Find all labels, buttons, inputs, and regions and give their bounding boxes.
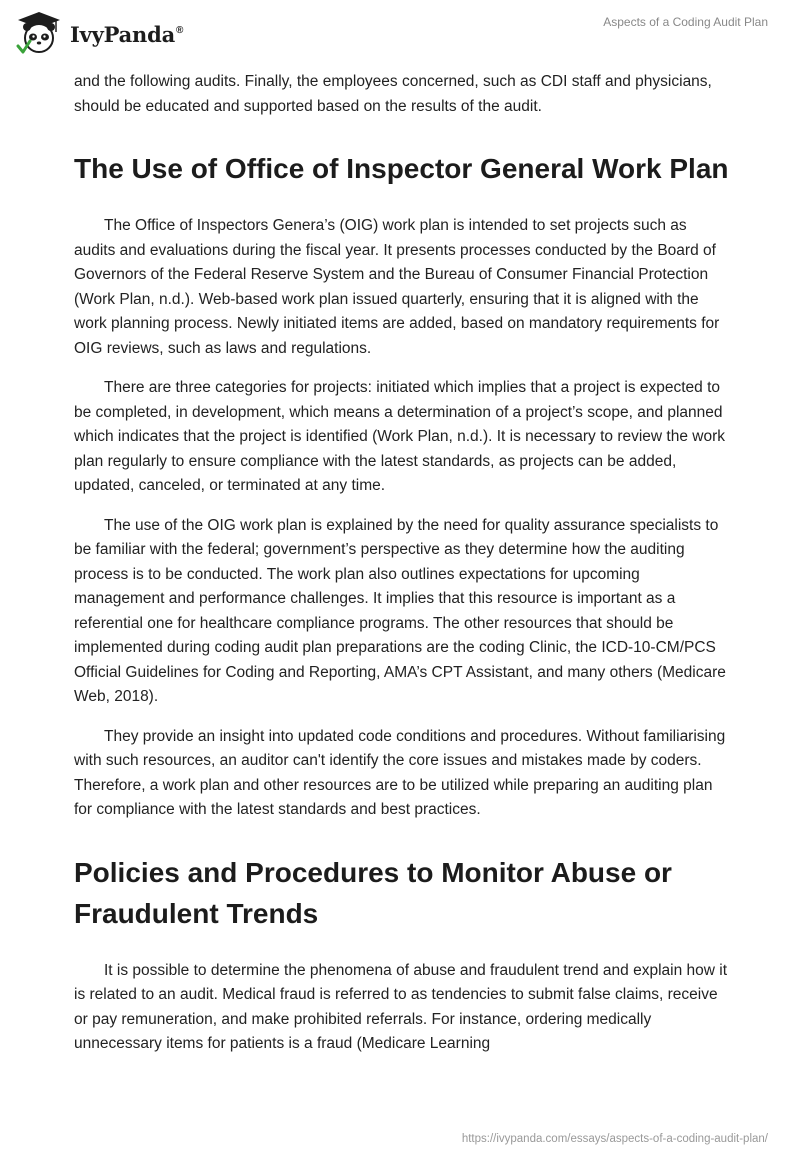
- section-heading-policies-procedures: Policies and Procedures to Monitor Abuse or Fraudulent Trends: [74, 856, 672, 929]
- panda-logo-icon: [14, 10, 64, 58]
- page-header: [0, 0, 800, 70]
- document-title: Aspects of a Coding Audit Plan: [603, 15, 768, 29]
- paragraph: They provide an insight into updated code conditions and procedures. Without familiarising with such resources, an auditor can't identify the core issues and mistakes made by coders. Therefore, a work plan and other resources are to be utilized while preparing an auditing plan for compliance with the latest standards and best practices.: [74, 727, 726, 818]
- brand-name: IvyPanda®: [70, 21, 184, 47]
- paragraph: The Office of Inspectors Genera’s (OIG) work plan is intended to set projects such as audits and evaluations during the fiscal year. It presents processes conducted by the Board of Governors of the Federal Reserve System and the Bureau of Consumer Financial Protection (Work Plan, n.d.). Web-based work plan issued quarterly, ensuring that it is aligned with the work planning process. Newly initiated items are added, based on mandatory requirements for OIG reviews, such as laws and regulations.: [74, 217, 720, 357]
- article-body: [74, 70, 730, 1072]
- registered-mark: ®: [176, 24, 184, 36]
- paragraph: It is possible to determine the phenomena of abuse and fraudulent trend and explain how it is related to an audit. Medical fraud is referred to as tendencies to submit false claims, receive or pay remuneration, and make prohibited referrals. For instance, ordering medically unnecessary items for patients is a fraud (Medicare Learning: [74, 961, 727, 1052]
- intro-paragraph: and the following audits. Finally, the employees concerned, such as CDI staff and physicians, should be educated and supported based on the results of the audit.: [74, 73, 712, 115]
- section-heading-oig-work-plan: The Use of Office of Inspector General Work Plan: [74, 153, 729, 184]
- paragraph: The use of the OIG work plan is explained by the need for quality assurance specialists to be familiar with the federal; government’s perspective as they determine how the auditing process is to be conducted. The work plan also outlines expectations for upcoming management and performance challenges. It implies that this resource is important as a referential one for healthcare compliance programs. The other resources that should be implemented during coding audit plan preparations are the coding Clinic, the ICD-10-CM/PCS Official Guidelines for Coding and Reporting, AMA’s CPT Assistant, and many others (Medicare Web, 2018).: [74, 516, 726, 705]
- brand-logo[interactable]: [14, 10, 183, 58]
- source-url-link[interactable]: https://ivypanda.com/essays/aspects-of-a-coding-audit-plan/: [461, 1133, 768, 1145]
- paragraph: There are three categories for projects: initiated which implies that a project is expected to be completed, in development, which means a determination of a project’s scope, and planned which indicates that the project is identified (Work Plan, n.d.). It is necessary to review the work plan regularly to ensure compliance with the latest standards, as projects can be added, updated, canceled, or terminated at any time.: [74, 379, 725, 494]
